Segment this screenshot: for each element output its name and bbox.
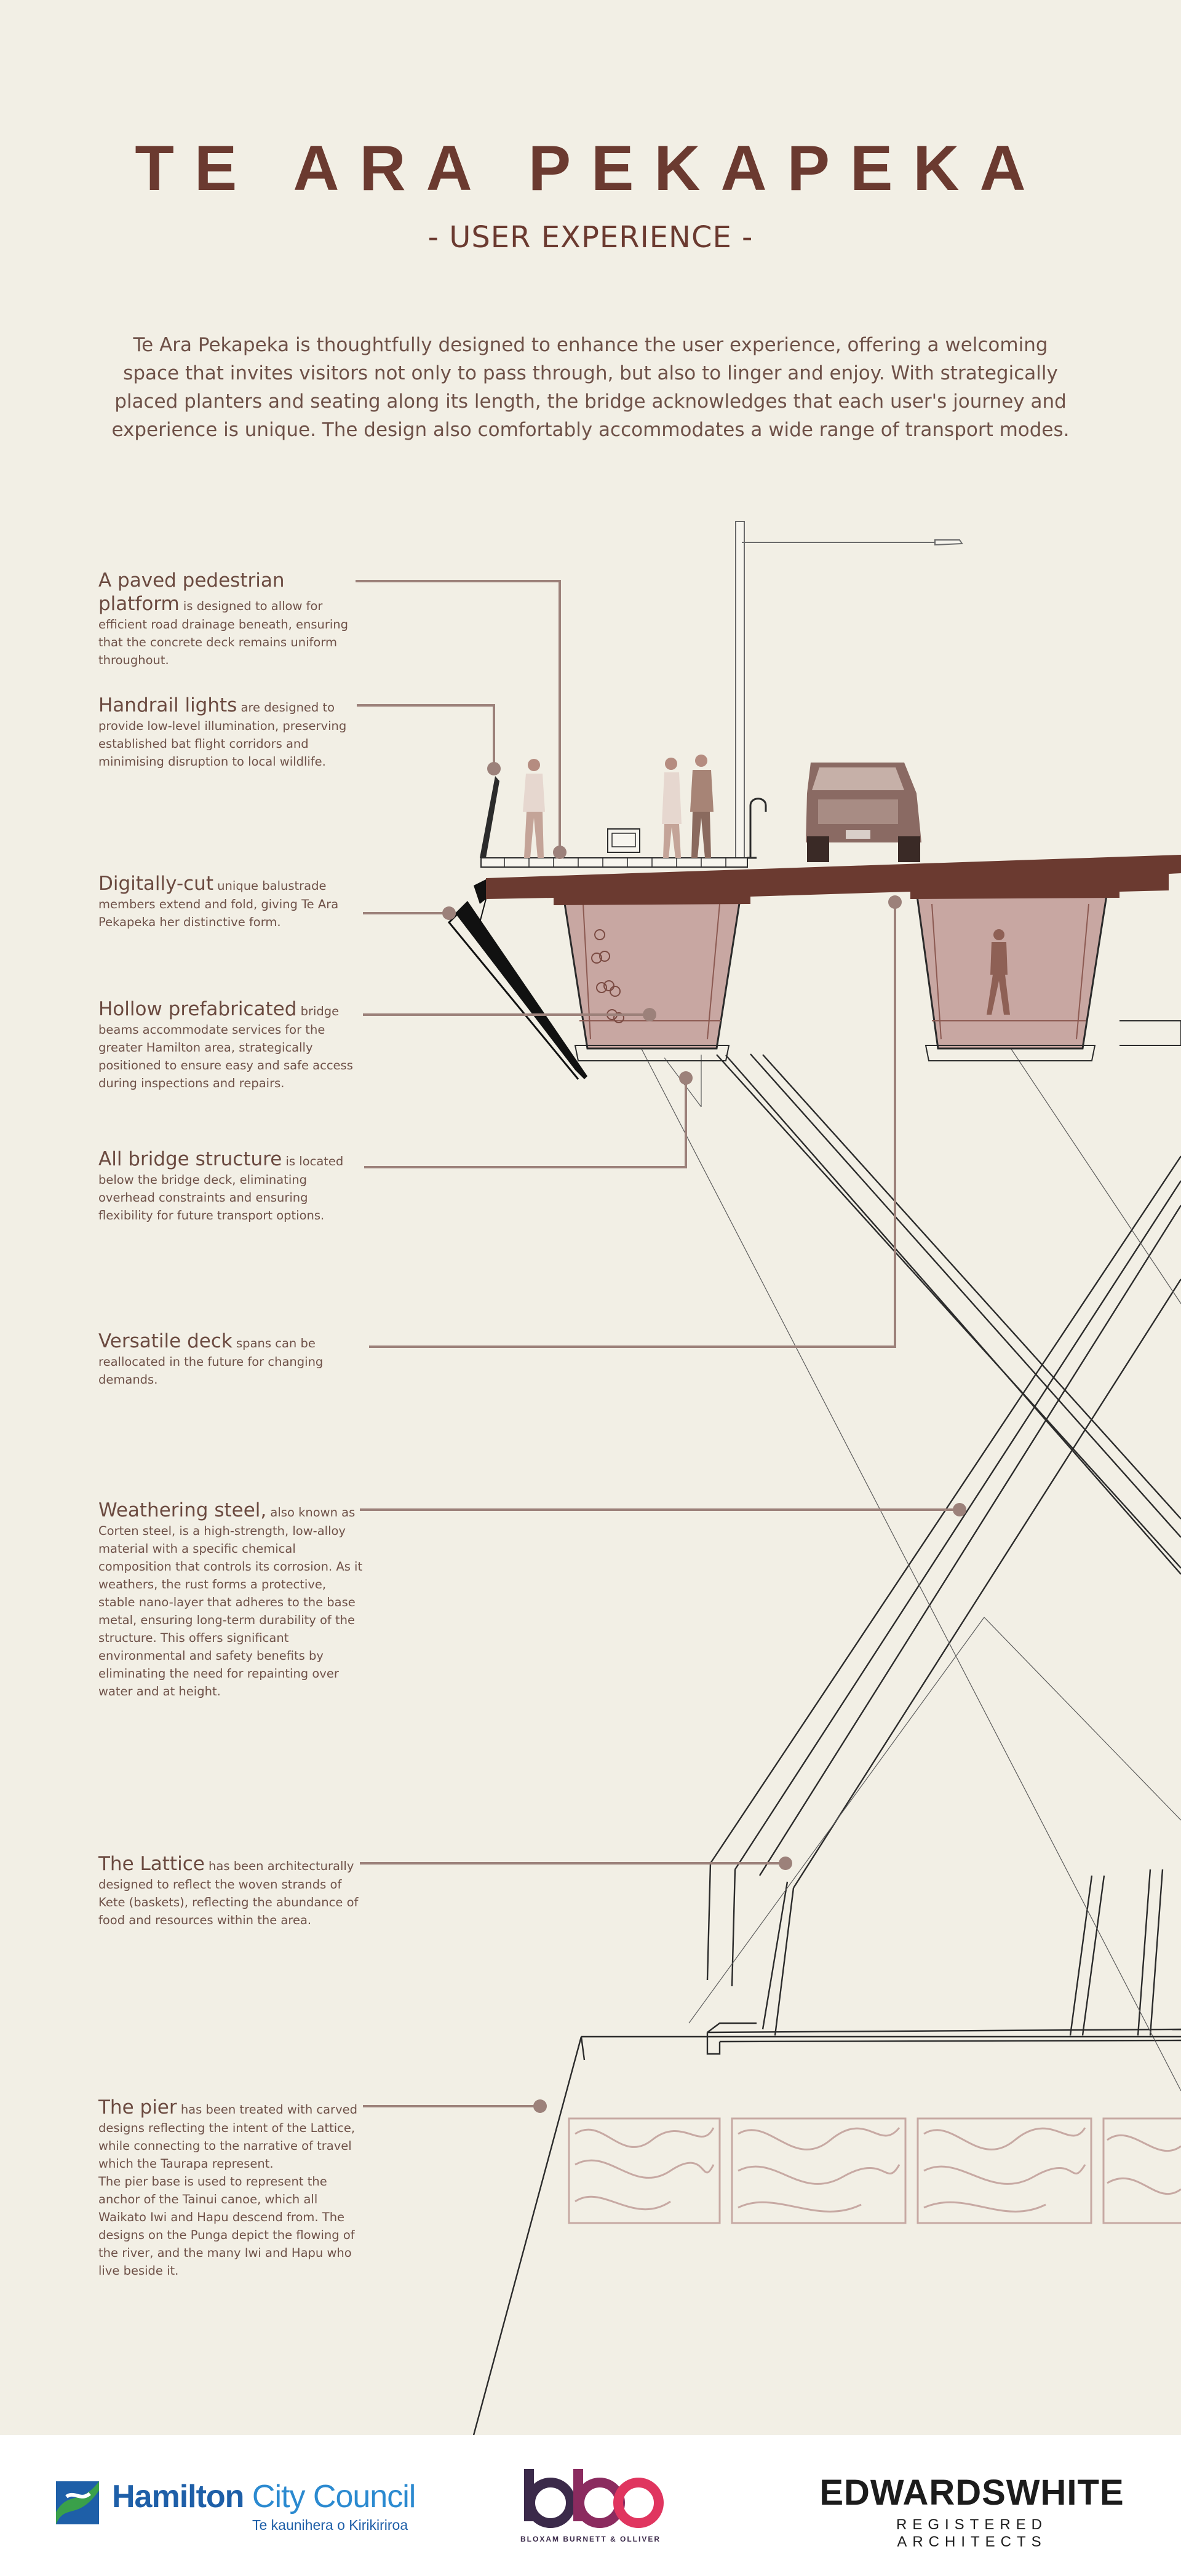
council-name-primary: Hamilton — [112, 2479, 244, 2515]
callout-body: has been treated with carved designs reflecting the intent of the Lattice, while connecting to the narrative of travel which the Taurapa represent. — [98, 2102, 357, 2171]
architect-tagline: REGISTERED ARCHITECTS — [896, 2516, 1048, 2550]
bbo-logo-icon — [517, 2463, 664, 2530]
callout-body: bridge beams accommodate services for the greater Hamilton area, strategically positioned to ensure easy and safe access during inspections and repairs. — [98, 1004, 353, 1090]
pier-carvings — [569, 2118, 1181, 2223]
callout-body-extra: The pier base is used to represent the anchor of the Tainui canoe, which all Waikato Iwi and Hapu descend from. The designs on the Punga depict the flowing of the river, and the many Iwi and Hapu who live beside it. — [98, 2174, 355, 2278]
pier — [474, 2037, 1181, 2435]
callout-digitally-cut — [98, 872, 363, 931]
hollow-beam-right — [917, 892, 1181, 1061]
callout-lattice — [98, 1852, 363, 1929]
callout-body: unique balustrade members extend and fold, giving Te Ara Pekapeka her distinctive form. — [98, 879, 339, 929]
council-name — [112, 2478, 415, 2515]
callout-handrail-lights — [98, 694, 363, 771]
callout-lead: All bridge structure — [98, 1148, 282, 1170]
callout-hollow-beams — [98, 997, 363, 1092]
callout-lead: The Lattice — [98, 1853, 205, 1875]
thin-guide-lines — [640, 1045, 1181, 2091]
callout-lead: Weathering steel, — [98, 1499, 267, 1521]
callout-versatile-deck — [98, 1330, 363, 1389]
callout-body: also known as Corten steel, is a high-strength, low-alloy material with a specific chemical composition that controls its corrosion. As it weathers, the rust forms a protective, stable nano-layer that adheres to the base metal, ensuring long-term durability of the structure. This offers significant environmental and safety benefits by eliminating the need for repainting over water and at height. — [98, 1505, 363, 1698]
car-figure — [806, 763, 921, 862]
callout-weathering-steel — [98, 1499, 363, 1700]
bollard — [747, 799, 766, 858]
callout-pier — [98, 2096, 363, 2280]
callout-body: has been architecturally designed to reflect the woven strands of Kete (baskets), reflecting the abundance of food and resources within the area. — [98, 1859, 359, 1927]
callout-lead: Versatile deck — [98, 1330, 233, 1352]
intro-paragraph: Te Ara Pekapeka is thoughtfully designed to enhance the user experience, offering a welcoming space that invites visitors not only to pass through, but also to linger and enjoy. With strategically placed planters and seating along its length, the bridge acknowledges that each user's journey and experience is unique. The design also comfortably accommodates a wide range of transport modes. — [111, 334, 1070, 441]
hollow-beam-left — [563, 892, 741, 1061]
callout-pedestrian-platform — [98, 569, 363, 669]
callout-lead: Digitally-cut — [98, 873, 213, 895]
balustrade — [449, 776, 587, 1079]
architect-name: EDWARDSWHITE — [819, 2473, 1124, 2513]
hamilton-city-council-logo-icon — [53, 2478, 102, 2527]
callout-lead: Handrail lights — [98, 694, 237, 716]
callout-body: is designed to allow for efficient road drainage beneath, ensuring that the concrete deck remains uniform throughout. — [98, 599, 349, 667]
callout-body: spans can be reallocated in the future for changing demands. — [98, 1336, 324, 1387]
council-tagline: Te kaunihera o Kirikiriroa — [252, 2517, 408, 2533]
callout-bridge-structure — [98, 1147, 363, 1224]
page-title: TE ARA PEKAPEKA — [135, 133, 1046, 204]
callout-lead: A paved pedestrian platform — [98, 569, 285, 615]
lattice-structure — [707, 1054, 1181, 2054]
page-subtitle: - USER EXPERIENCE - — [427, 220, 754, 255]
callout-body: are designed to provide low-level illumination, preserving established bat flight corridors and minimising disruption to local wildlife. — [98, 700, 347, 769]
callout-lead: Hollow prefabricated — [98, 998, 297, 1020]
callout-body: is located below the bridge deck, eliminating overhead constraints and ensuring flexibility for future transport options. — [98, 1154, 344, 1223]
bbo-name: BLOXAM BURNETT & OLLIVER — [520, 2535, 661, 2543]
callout-lead: The pier — [98, 2096, 177, 2118]
council-name-secondary: City Council — [244, 2479, 416, 2515]
